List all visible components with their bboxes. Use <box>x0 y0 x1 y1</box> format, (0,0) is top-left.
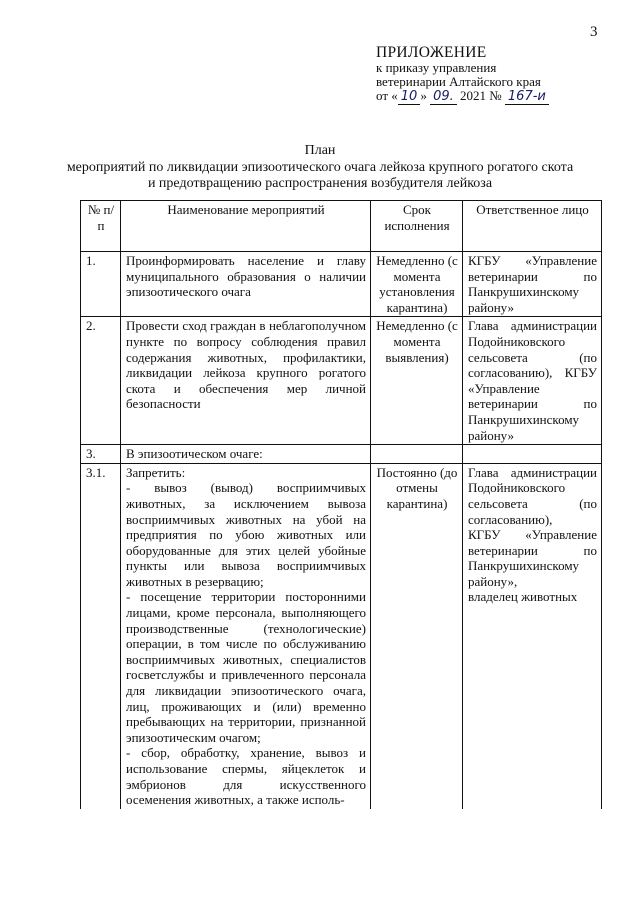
row-term: Немедленно (с момента выявления) <box>371 317 463 445</box>
row-number: 3.1. <box>81 463 121 809</box>
table-header-row <box>81 201 602 252</box>
header-term: Срок исполнения <box>371 201 463 252</box>
row-action: Проинформировать население и главу муниципального образования о наличии эпизоотического очага <box>121 252 371 317</box>
table-row <box>81 463 602 809</box>
plan-subtitle-line-2: и предотвращению распространения возбудителя лейкоза <box>147 176 493 191</box>
row-term: Постоянно (до отмены карантина) <box>371 463 463 809</box>
plan-title: План <box>304 143 336 158</box>
row-responsible <box>463 463 602 809</box>
row-responsible-empty <box>463 445 602 464</box>
page-number: 3 <box>590 24 598 40</box>
row-action <box>121 463 371 809</box>
date-prefix: от « <box>376 88 398 103</box>
responsible-paragraph: КГБУ «Управление ветеринарии по Панкрушихинскому району», <box>468 527 597 589</box>
row-term: Немедленно (с момента установления карантина) <box>371 252 463 317</box>
appendix-block <box>376 45 549 105</box>
appendix-date-line <box>376 89 549 105</box>
plan-subtitle-line-1: мероприятий по ликвидации эпизоотического очага лейкоза крупного рогатого скота <box>66 160 574 175</box>
appendix-title: ПРИЛОЖЕНИЕ <box>376 44 487 61</box>
row-action: В эпизоотическом очаге: <box>121 445 371 464</box>
header-action: Наименование мероприятий <box>121 201 371 252</box>
action-paragraph: - сбор, обработку, хранение, вывоз и использование спермы, яйцеклеток и эмбрионов для искусственного осеменения животных, а также исполь- <box>126 745 366 808</box>
responsible-paragraph: Глава администрации Подойниковского сельсовета (по согласованию), <box>468 464 597 527</box>
handwritten-day: 10 <box>398 90 421 105</box>
row-number: 2. <box>81 317 121 445</box>
row-number: 1. <box>81 252 121 317</box>
row-number: 3. <box>81 445 121 464</box>
action-paragraph: - вывоз (вывод) восприимчивых животных, за исключением вывоза восприимчивых животных на убой на предприятия по убою животных или оборудованные для этих целей убойные пункты или вывоза восприимчивых животных в резервацию; <box>126 480 366 589</box>
header-number: № п/п <box>81 201 121 252</box>
plan-table <box>80 200 602 809</box>
handwritten-month: 09. <box>430 90 457 105</box>
handwritten-order-number: 167-и <box>505 90 549 105</box>
responsible-paragraph: владелец животных <box>468 589 578 605</box>
year-and-number-label: 2021 № <box>460 88 502 103</box>
table-row <box>81 445 602 464</box>
row-term-empty <box>371 445 463 464</box>
action-paragraph: - посещение территории посторонними лицами, кроме персонала, выполняющего производственные (технологические) операции, в том числе по обслуживанию восприимчивых животных, специалистов госветслужбы и привлеченного персонала для ликвидации эпизоотического очага, лиц, проживающих и (или) временно пребывающих на территории, признанной эпизоотическим очагом; <box>126 589 366 745</box>
row-responsible: Глава администрации Подойниковского сельсовета (по согласованию), КГБУ «Управление ветеринарии по Панкрушихинскому району» <box>463 317 602 445</box>
row-action: Провести сход граждан в неблагополучном пункте по вопросу соблюдения правил содержания животных, профилактики, ликвидации лейкоза крупного рогатого скота и обеспечения мер личной безопасности <box>121 317 371 445</box>
date-mid: » <box>420 88 427 103</box>
table-row <box>81 252 602 317</box>
table-row <box>81 317 602 445</box>
header-responsible: Ответственное лицо <box>463 201 602 252</box>
appendix-line-department: ветеринарии Алтайского края <box>376 74 541 89</box>
row-responsible: КГБУ «Управление ветеринарии по Панкрушихинскому району» <box>463 252 602 317</box>
appendix-line-order: к приказу управления <box>376 60 497 75</box>
action-paragraph: Запретить: <box>126 464 186 480</box>
